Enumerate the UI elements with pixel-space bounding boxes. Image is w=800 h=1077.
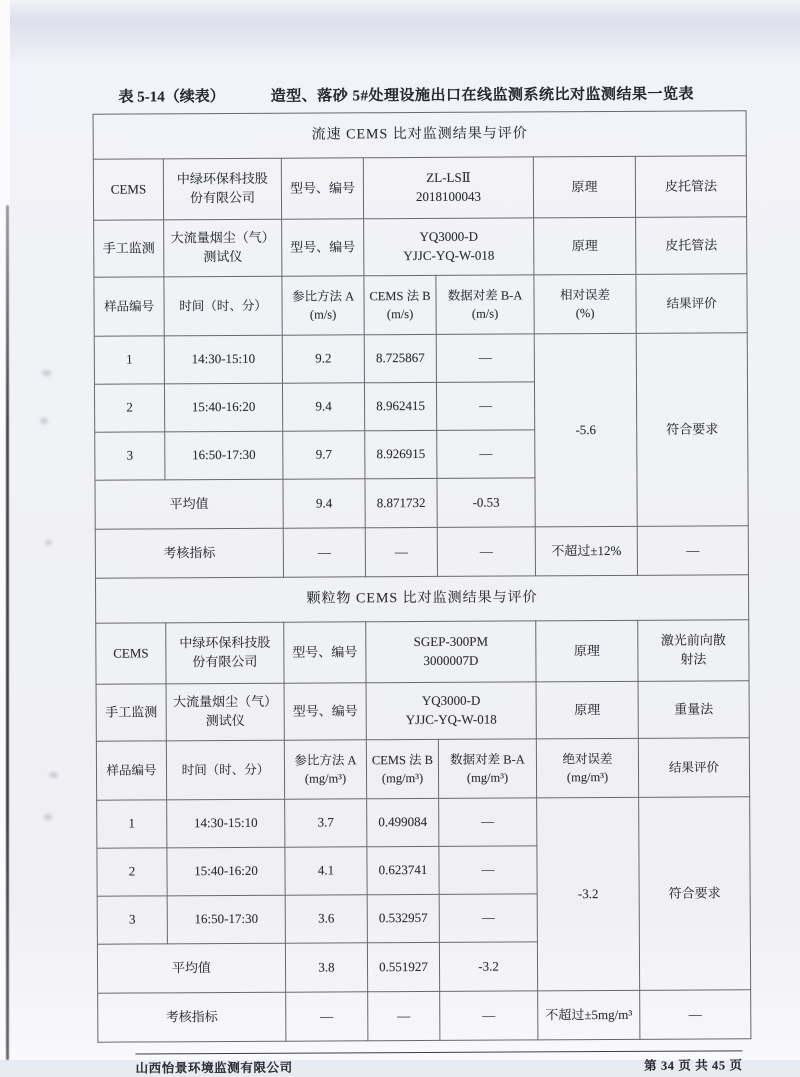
- ref-a-value: 3.7: [285, 799, 367, 847]
- sample-no: 2: [94, 384, 164, 432]
- average-ref-a: 9.4: [283, 479, 365, 528]
- cems-b-value: 0.499084: [367, 798, 439, 846]
- flow-manual-model-label: 型号、编号: [282, 219, 364, 276]
- flow-manual-model-value: YQ3000-D YJJC-YQ-W-018: [364, 218, 534, 276]
- scan-speck: [49, 772, 58, 778]
- flow-cems-vendor: 中绿环保科技股 份有限公司: [163, 158, 281, 220]
- sample-time: 14:30-15:10: [164, 335, 282, 384]
- assessment-diff: —: [440, 991, 538, 1041]
- pm-cems-principle-value: 激光前向散 射法: [638, 620, 749, 682]
- pm-manual-principle-value: 重量法: [638, 681, 749, 739]
- cems-b-value: 8.725867: [364, 334, 436, 382]
- sample-time: 16:50-17:30: [165, 431, 283, 480]
- pm-cems-model-value: SGEP-300PM 3000007D: [366, 621, 536, 683]
- pm-manual-principle-label: 原理: [536, 681, 638, 739]
- diff-value: —: [436, 334, 534, 383]
- diff-value: —: [437, 430, 535, 479]
- sample-no: 3: [97, 896, 167, 944]
- flow-cems-label: CEMS: [93, 159, 163, 220]
- average-ref-a: 3.8: [285, 943, 367, 992]
- flow-header-sample-no: 样品编号: [94, 277, 164, 336]
- sample-time: 15:40-16:20: [167, 847, 285, 896]
- flow-assessment-row: [95, 526, 748, 578]
- pm-section-title: 颗粒物 CEMS 比对监测结果与评价: [95, 575, 748, 623]
- average-diff: -3.2: [439, 942, 537, 992]
- pm-assessment-row: [98, 990, 751, 1042]
- assessment-eval: —: [637, 526, 748, 576]
- pm-evaluation-value: 符合要求: [639, 797, 751, 991]
- diff-value: —: [436, 382, 534, 431]
- sample-no: 1: [97, 800, 167, 848]
- average-diff: -0.53: [437, 478, 535, 528]
- flow-cems-principle-value: 皮托管法: [635, 156, 746, 218]
- flow-cems-instrument-row: [93, 156, 746, 220]
- scan-speck: [45, 540, 52, 545]
- scan-speck: [44, 814, 52, 820]
- flow-cems-principle-label: 原理: [533, 156, 635, 218]
- flow-manual-principle-label: 原理: [534, 217, 636, 275]
- ref-a-value: 9.7: [283, 431, 365, 479]
- sample-time: 16:50-17:30: [167, 895, 285, 944]
- flow-header-row: [94, 274, 747, 336]
- flow-manual-label: 手工监测: [94, 220, 164, 277]
- flow-manual-principle-value: 皮托管法: [636, 217, 747, 275]
- cems-b-value: 8.926915: [365, 430, 437, 478]
- diff-value: —: [439, 894, 537, 943]
- average-label: 平均值: [95, 479, 283, 529]
- pm-section-row: [95, 575, 748, 623]
- flow-evaluation-value: 符合要求: [636, 333, 748, 527]
- flow-header-evaluation: 结果评价: [636, 274, 747, 334]
- pm-header-cems-b: CEMS 法 B (mg/m³): [366, 739, 438, 798]
- assessment-b: —: [368, 991, 440, 1040]
- pm-assessment-limit: 不超过±5mg/m³: [538, 990, 640, 1040]
- pm-cems-label: CEMS: [96, 623, 166, 684]
- sample-no: 2: [97, 848, 167, 896]
- scan-binding-shadow: [6, 205, 9, 1060]
- pm-cems-model-label: 型号、编号: [284, 622, 366, 683]
- average-cems-b: 8.871732: [365, 478, 437, 527]
- footer-rule: [135, 1050, 742, 1054]
- cems-b-value: 8.962415: [364, 382, 436, 430]
- pm-absolute-error-value: -3.2: [537, 797, 640, 991]
- ref-a-value: 4.1: [285, 847, 367, 895]
- flow-cems-model-value: ZL-LSⅡ 2018100043: [363, 157, 533, 219]
- flow-header-ref-a: 参比方法 A (m/s): [282, 276, 364, 335]
- diff-value: —: [439, 846, 537, 895]
- flow-section-row: [93, 111, 746, 159]
- flow-header-time: 时间（时、分）: [164, 276, 282, 336]
- diff-value: —: [439, 798, 537, 847]
- cems-b-value: 0.532957: [367, 894, 439, 942]
- pm-header-ref-a: 参比方法 A (mg/m³): [284, 740, 366, 799]
- assessment-label: 考核指标: [98, 992, 286, 1042]
- pm-manual-model-value: YQ3000-D YJJC-YQ-W-018: [366, 682, 536, 740]
- average-label: 平均值: [97, 943, 285, 993]
- sample-time: 14:30-15:10: [167, 799, 285, 848]
- ref-a-value: 9.4: [282, 383, 364, 431]
- assessment-a: —: [286, 992, 368, 1041]
- pm-header-diff-ba: 数据对差 B-A (mg/m³): [438, 739, 536, 799]
- flow-data-row-1: [94, 333, 747, 384]
- pm-header-time: 时间（时、分）: [166, 740, 284, 800]
- flow-header-diff-ba: 数据对差 B-A (m/s): [436, 275, 534, 335]
- assessment-eval: —: [640, 990, 751, 1040]
- table-number: 表 5-14（续表）: [118, 89, 225, 106]
- average-cems-b: 0.551927: [367, 942, 439, 991]
- flow-header-cems-b: CEMS 法 B (m/s): [364, 275, 436, 334]
- sample-time: 15:40-16:20: [164, 383, 282, 432]
- pm-cems-principle-label: 原理: [536, 620, 638, 682]
- scan-speck: [42, 370, 51, 376]
- assessment-a: —: [283, 528, 365, 577]
- cems-b-value: 0.623741: [367, 846, 439, 894]
- assessment-label: 考核指标: [95, 528, 283, 578]
- flow-relative-error-value: -5.6: [534, 333, 637, 527]
- assessment-b: —: [365, 527, 437, 576]
- pm-manual-label: 手工监测: [96, 684, 166, 741]
- sample-no: 1: [94, 336, 164, 384]
- pm-data-row-1: [97, 797, 750, 848]
- document-title: [118, 82, 745, 106]
- flow-manual-instrument-row: [94, 217, 747, 277]
- flow-assessment-limit: 不超过±12%: [535, 526, 637, 576]
- pm-header-row: [96, 738, 749, 800]
- document-content: [92, 82, 750, 1076]
- pm-manual-vendor: 大流量烟尘（气） 测试仪: [166, 683, 284, 741]
- flow-header-error: 相对误差 (%): [534, 274, 636, 334]
- pm-manual-instrument-row: [96, 681, 749, 741]
- flow-manual-vendor: 大流量烟尘（气） 测试仪: [164, 219, 282, 277]
- pm-manual-model-label: 型号、编号: [284, 683, 366, 740]
- comparison-table: [93, 110, 752, 1042]
- table-title: 造型、落砂 5#处理设施出口在线监测系统比对监测结果一览表: [270, 86, 695, 105]
- footer-company: 山西怡景环境监测有限公司: [135, 1060, 293, 1076]
- pm-header-sample-no: 样品编号: [96, 741, 166, 800]
- sample-no: 3: [95, 432, 165, 480]
- flow-section-title: 流速 CEMS 比对监测结果与评价: [93, 111, 746, 159]
- scan-speck: [40, 418, 48, 424]
- flow-cems-model-label: 型号、编号: [281, 158, 363, 219]
- pm-header-error: 绝对误差 (mg/m³): [536, 738, 638, 798]
- ref-a-value: 3.6: [285, 895, 367, 943]
- ref-a-value: 9.2: [282, 335, 364, 383]
- assessment-diff: —: [437, 527, 535, 577]
- pm-cems-vendor: 中绿环保科技股 份有限公司: [166, 622, 284, 684]
- footer-page-number: 第 34 页 共 45 页: [644, 1058, 743, 1073]
- pm-cems-instrument-row: [96, 620, 749, 684]
- page-footer: [135, 1050, 742, 1076]
- pm-header-evaluation: 结果评价: [638, 738, 749, 798]
